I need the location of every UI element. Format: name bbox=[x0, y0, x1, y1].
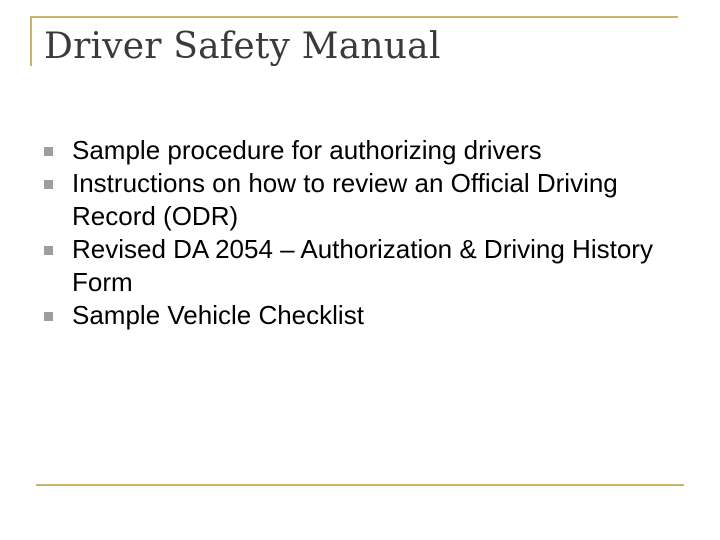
bullet-text: Revised DA 2054 – Authorization & Driving History Form bbox=[72, 234, 653, 297]
bullet-item bbox=[44, 299, 664, 332]
bullet-list bbox=[44, 134, 664, 332]
square-bullet-icon bbox=[44, 147, 53, 156]
slide-title: Driver Safety Manual bbox=[44, 26, 441, 67]
title-top-rule bbox=[30, 16, 678, 18]
footer-rule bbox=[36, 484, 684, 486]
bullet-item bbox=[44, 134, 664, 167]
bullet-text: Sample Vehicle Checklist bbox=[72, 300, 364, 330]
bullet-text: Instructions on how to review an Official Driving Record (ODR) bbox=[72, 168, 618, 231]
title-left-rule bbox=[30, 16, 32, 66]
square-bullet-icon bbox=[44, 312, 53, 321]
bullet-text: Sample procedure for authorizing drivers bbox=[72, 135, 542, 165]
square-bullet-icon bbox=[44, 246, 53, 255]
bullet-item bbox=[44, 233, 664, 299]
square-bullet-icon bbox=[44, 180, 53, 189]
bullet-item bbox=[44, 167, 664, 233]
